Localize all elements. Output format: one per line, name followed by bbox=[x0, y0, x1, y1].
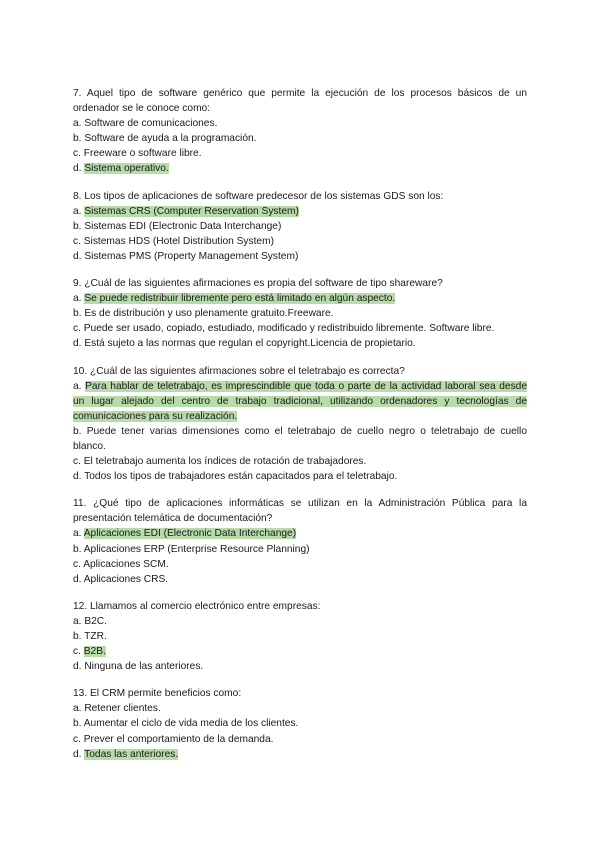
option-prefix: c. bbox=[73, 646, 84, 658]
question-7 bbox=[73, 86, 527, 177]
question-12 bbox=[73, 599, 527, 674]
highlighted-answer: B2B. bbox=[83, 646, 106, 658]
question-9 bbox=[73, 276, 527, 351]
option-a bbox=[73, 379, 527, 424]
option-text: Aplicaciones CRS. bbox=[83, 573, 169, 585]
option-prefix: b. bbox=[73, 220, 85, 232]
highlighted-answer: Se puede redistribuir libremente pero está limitado en algún aspecto. bbox=[84, 293, 396, 305]
option-b bbox=[73, 131, 527, 146]
option-prefix: c. bbox=[73, 323, 84, 335]
option-prefix: a. bbox=[73, 118, 85, 130]
option-prefix: b. bbox=[73, 631, 85, 642]
question-text: 7. Aquel tipo de software genérico que permite la ejecución de los procesos básicos de un ordenador se le conoce como: bbox=[73, 88, 527, 115]
option-prefix: c. bbox=[73, 148, 84, 160]
option-c bbox=[73, 146, 527, 161]
option-prefix: b. bbox=[73, 543, 84, 555]
option-b bbox=[73, 306, 527, 321]
option-d bbox=[73, 249, 527, 264]
option-b bbox=[73, 716, 527, 731]
option-a bbox=[73, 701, 527, 716]
option-c bbox=[73, 321, 527, 336]
highlighted-answer: Sistema operativo. bbox=[84, 163, 169, 175]
question-11 bbox=[73, 496, 527, 587]
option-text: Sistemas EDI (Electronic Data Interchange) bbox=[84, 220, 282, 232]
option-prefix: d. bbox=[73, 573, 84, 585]
question-text: 13. El CRM permite beneficios como: bbox=[73, 688, 242, 700]
option-c bbox=[73, 454, 527, 469]
option-b bbox=[73, 219, 527, 234]
option-d bbox=[73, 336, 527, 351]
option-c bbox=[73, 644, 527, 659]
option-prefix: a. bbox=[73, 703, 85, 715]
option-text: Software de ayuda a la programación. bbox=[84, 133, 257, 145]
option-text: Aplicaciones SCM. bbox=[83, 558, 169, 570]
question-text: 8. Los tipos de aplicaciones de software predecesor de los sistemas GDS son los: bbox=[73, 190, 444, 202]
option-c bbox=[73, 557, 527, 572]
option-prefix: b. bbox=[73, 133, 85, 145]
option-text: El teletrabajo aumenta los índices de rotación de trabajadores. bbox=[83, 456, 367, 468]
option-c bbox=[73, 732, 527, 747]
option-text: Ninguna de las anteriores. bbox=[84, 661, 204, 673]
option-text: Puede tener varias dimensiones como el teletrabajo de cuello negro o teletrabajo de cuello blanco. bbox=[73, 425, 527, 452]
option-prefix: d. bbox=[73, 661, 85, 673]
option-text: Sistemas PMS (Property Management System) bbox=[84, 250, 299, 262]
highlighted-answer: Para hablar de teletrabajo, es imprescindible que toda o parte de la actividad laboral sea desde un lugar alejado del centro de trabajo tradicional, utilizando ordenadores y tecnologías de comunicaciones para su realización. bbox=[73, 380, 528, 422]
option-text: Sistemas HDS (Hotel Distribution System) bbox=[83, 235, 274, 247]
question-13 bbox=[73, 686, 527, 761]
option-prefix: c. bbox=[73, 558, 84, 570]
option-text: Puede ser usado, copiado, estudiado, modificado y redistribuido libremente. Software libre. bbox=[83, 323, 495, 335]
option-d bbox=[73, 161, 527, 176]
option-prefix: a. bbox=[73, 380, 86, 392]
option-d bbox=[73, 572, 527, 587]
option-a bbox=[73, 116, 527, 131]
option-b bbox=[73, 629, 527, 644]
option-text: Software de comunicaciones. bbox=[84, 118, 218, 130]
option-text: Aumentar el ciclo de vida media de los clientes. bbox=[83, 718, 299, 730]
option-prefix: d. bbox=[73, 163, 85, 175]
option-prefix: c. bbox=[73, 235, 84, 247]
option-prefix: b. bbox=[73, 718, 84, 730]
option-prefix: d. bbox=[73, 471, 85, 483]
option-d bbox=[73, 747, 527, 762]
question-text: 12. Llamamos al comercio electrónico entre empresas: bbox=[73, 600, 321, 612]
question-text: 10. ¿Cuál de las siguientes afirmaciones sobre el teletrabajo es correcta? bbox=[73, 365, 405, 377]
highlighted-answer: Sistemas CRS (Computer Reservation System) bbox=[84, 205, 299, 217]
option-text: Es de distribución y uso plenamente gratuito.Freeware. bbox=[84, 308, 334, 320]
option-prefix: a. bbox=[73, 615, 85, 627]
option-text: Aplicaciones ERP (Enterprise Resource Planning) bbox=[83, 543, 310, 555]
option-prefix: d. bbox=[73, 748, 85, 760]
option-text: B2C. bbox=[84, 615, 107, 627]
option-b bbox=[73, 542, 527, 557]
option-prefix: c. bbox=[73, 733, 84, 745]
option-text: TZR. bbox=[84, 631, 107, 642]
option-prefix: a. bbox=[73, 528, 84, 540]
question-10 bbox=[73, 364, 527, 485]
question-8 bbox=[73, 189, 527, 264]
option-prefix: b. bbox=[73, 308, 85, 320]
question-text: 9. ¿Cuál de las siguientes afirmaciones es propia del software de tipo shareware? bbox=[73, 278, 443, 290]
highlighted-answer: Todas las anteriores. bbox=[84, 748, 179, 760]
option-text: Retener clientes. bbox=[84, 703, 161, 715]
option-d bbox=[73, 659, 527, 674]
option-c bbox=[73, 234, 527, 249]
option-text: Todos los tipos de trabajadores están capacitados para el teletrabajo. bbox=[84, 471, 398, 483]
option-prefix: b. bbox=[73, 425, 87, 437]
option-prefix: d. bbox=[73, 250, 85, 262]
option-a bbox=[73, 291, 527, 306]
option-prefix: d. bbox=[73, 338, 85, 350]
option-a bbox=[73, 204, 527, 219]
option-b bbox=[73, 424, 527, 454]
option-a bbox=[73, 526, 527, 541]
option-text: Freeware o software libre. bbox=[83, 148, 202, 160]
highlighted-answer: Aplicaciones EDI (Electronic Data Interchange) bbox=[83, 528, 297, 540]
option-d bbox=[73, 469, 527, 484]
option-prefix: a. bbox=[73, 293, 85, 305]
option-text: Prever el comportamiento de la demanda. bbox=[83, 733, 274, 745]
option-prefix: a. bbox=[73, 205, 85, 217]
option-a bbox=[73, 614, 527, 629]
option-text: Está sujeto a las normas que regulan el copyright.Licencia de propietario. bbox=[84, 338, 416, 350]
question-text: 11. ¿Qué tipo de aplicaciones informáticas se utilizan en la Administración Pública para la presentación telemática de documentación? bbox=[73, 498, 527, 525]
option-prefix: c. bbox=[73, 456, 84, 468]
